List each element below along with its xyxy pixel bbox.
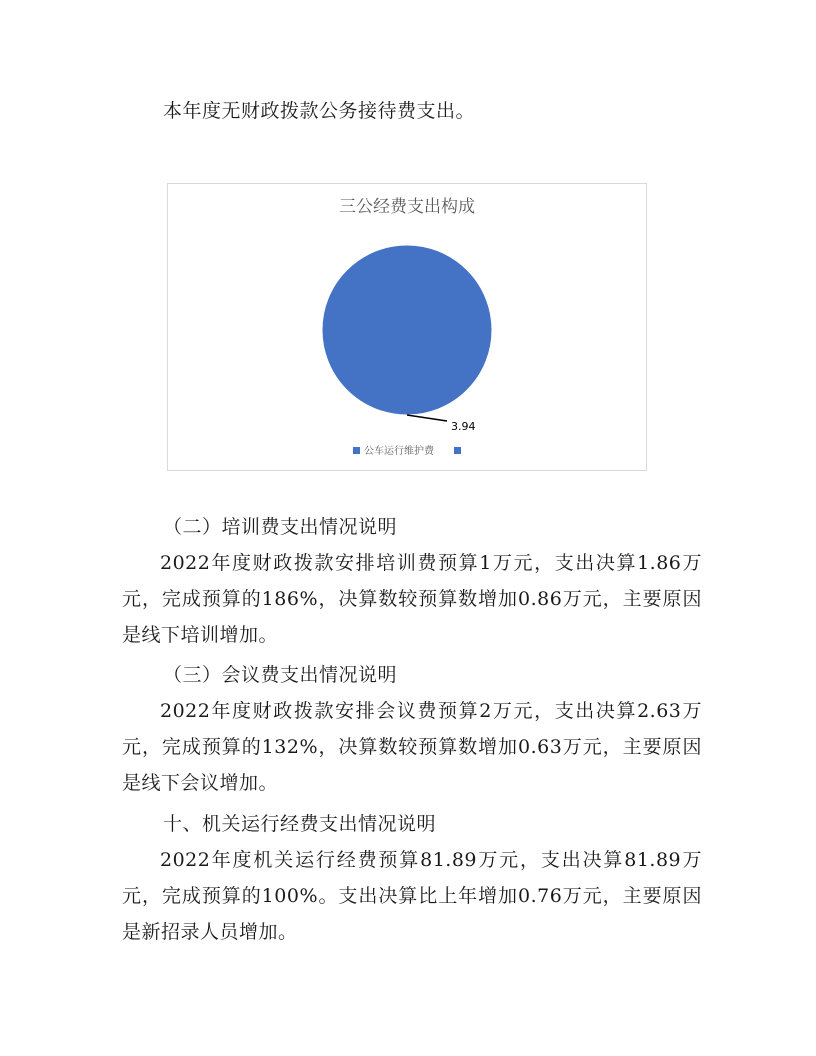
intro-paragraph: 本年度无财政拨款公务接待费支出。 — [163, 100, 476, 122]
data-label: 3.94 — [451, 420, 476, 433]
section-10-heading: 十、机关运行经费支出情况说明 — [163, 813, 437, 835]
chart-legend — [353, 444, 461, 457]
section-3-body: 2022年度财政拨款安排会议费预算2万元，支出决算2.63万元，完成预算的132%，决算数较预算数增加0.63万元，主要原因是线下会议增加。 — [122, 700, 702, 794]
legend-swatch — [454, 447, 461, 454]
pie-chart — [167, 183, 647, 471]
pie-data-labels — [407, 415, 476, 433]
section-3-heading: （三）会议费支出情况说明 — [163, 664, 398, 686]
legend-label: 公车运行维护费 — [364, 446, 434, 457]
legend-swatch — [353, 447, 360, 454]
section-2-heading: （二）培训费支出情况说明 — [163, 516, 398, 538]
chart-title: 三公经费支出构成 — [339, 197, 475, 217]
data-label-leader-line — [407, 415, 447, 421]
section-10-body: 2022年度机关运行经费预算81.89万元，支出决算81.89万元，完成预算的100%。支出决算比上年增加0.76万元，主要原因是新招录人员增加。 — [122, 849, 702, 943]
section-2-body: 2022年度财政拨款安排培训费预算1万元，支出决算1.86万元，完成预算的186%，决算数较预算数增加0.86万元，主要原因是线下培训增加。 — [122, 552, 702, 646]
pie-slices — [322, 245, 492, 415]
pie-chart-svg — [168, 184, 646, 470]
pie-slice — [322, 245, 492, 415]
